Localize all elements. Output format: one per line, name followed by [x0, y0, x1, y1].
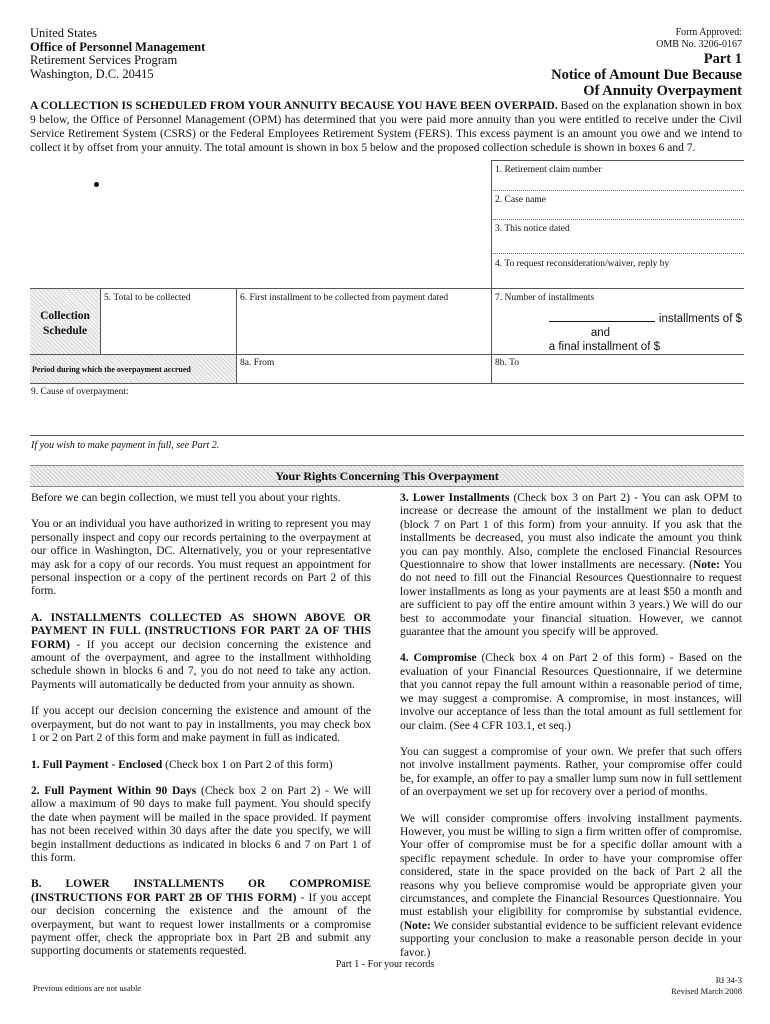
- agency-line-3: Retirement Services Program: [30, 53, 178, 67]
- left-column: [31, 492, 371, 972]
- bullet-dot: [94, 182, 99, 187]
- section-a-heading: A. INSTALLMENTS COLLECTED AS SHOWN ABOVE OR PAYMENT IN FULL (INSTRUCTIONS FOR PART 2A OF THIS FORM): [31, 611, 371, 651]
- option-3-text: (Check box 3 on Part 2) - You can ask OPM to increase or decrease the amount of the installment we plan to deduct (block 7 on Part 1 of this form) from your annuity. If you ask that the installments be decreased, you must also indicate the amount you think you can pay monthly. Also, complete the enclosed Financial Resources Questionnaire to show that lower installments are necessary. (: [400, 492, 742, 572]
- rule: [30, 435, 744, 436]
- box-2-label: 2. Case name: [495, 195, 546, 205]
- compromise-text: We will consider compromise offers involving installment payments. However, you must be willing to sign a firm written offer of compromise. Your offer of compromise must be for a specific dollar amount with a specific repayment schedule. In order to have your compromise offer considered, state in the space provided on the back of Part 2 all the reasons why you believe compromise would be appropriate given your circumstances, and complete the Financial Resources Questionnaire. You must establish your eligibility for compromise by substantial evidence. (: [400, 812, 742, 932]
- form-number: RI 34-3: [715, 975, 742, 985]
- rights-title: Your Rights Concerning This Overpayment: [275, 469, 499, 483]
- section-a-text: - If you accept our decision concerning the existence and amount of the overpayment, and agree to the installment withholding schedule shown in blocks 6 and 7, you do not need to take any action. Payments will automatically be deducted from your annuity as shown.: [31, 638, 371, 691]
- option-4: [400, 652, 742, 732]
- compromise-text-end: We consider substantial evidence to be sufficient relevant evidence supporting your conclusion to make a reasonable person decide in your favor.): [400, 919, 742, 959]
- option-2-text: (Check box 2 on Part 2) - We will allow a maximum of 90 days to make full payment. You should specify the date when payment will be mailed in the space provided. If payment has not been received within 30 days after the date you specify, we will begin installment deductions as indicated in blocks 6 and 7 on Part 1 of this form.: [31, 784, 371, 864]
- agency-block: [30, 27, 205, 81]
- intro-paragraph: [30, 99, 742, 155]
- rule: [491, 160, 744, 161]
- compromise-note: Note:: [403, 919, 431, 932]
- compromise-suggest: You can suggest a compromise of your own. We prefer that such offers not involve installment payments. Rather, your compromise offer could be, for example, an offer to pay a smaller lump sum now in full settlement of an overpayment we set up for recovery over a period of months.: [400, 745, 742, 799]
- full-payment-note: If you wish to make payment in full, see Part 2.: [31, 440, 220, 451]
- form-title-line-2: Of Annuity Overpayment: [583, 83, 742, 99]
- rule: [100, 288, 101, 354]
- box-3-label: 3. This notice dated: [495, 224, 570, 234]
- rule: [30, 383, 744, 384]
- box-8a-label: 8a. From: [240, 358, 275, 368]
- agency-line-2: Office of Personnel Management: [30, 39, 206, 54]
- box-8b-label: 8b. To: [495, 358, 519, 368]
- option-4-heading: 4. Compromise: [400, 652, 477, 665]
- option-2: [31, 785, 371, 865]
- footer-editions: Previous editions are not usable: [33, 983, 142, 993]
- box-9-label: 9. Cause of overpayment:: [31, 387, 129, 397]
- collection-word: Collection: [40, 310, 90, 322]
- right-column: [400, 492, 742, 973]
- rule: [491, 288, 492, 383]
- installments-of: installments of $: [658, 313, 742, 325]
- box-5-label: 5. Total to be collected: [104, 293, 191, 303]
- option-1-text: (Check box 1 on Part 2 of this form): [162, 758, 333, 771]
- intro-text: Based on the explanation shown in box 9 below, the Office of Personnel Management (OPM) has determined that you were paid more annuity than you were entitled to receive under the Civil Service Retirement System (CSRS) or the Federal Employees Retirement System (FERS). This excess payment is an amount you owe and we intend to collect it by offset from your annuity. The total amount is shown in box 5 below and the proposed collection schedule is shown in boxes 6 and 7.: [30, 100, 742, 154]
- omb-number: OMB No. 3206-0167: [656, 39, 742, 50]
- rule: [491, 253, 744, 254]
- section-b-text: - If you accept our decision concerning the existence and the amount of the overpayment, but want to request lower installments or a compromise payment offer, check the appropriate box in Part 2B and submit any supporting documents or statements requested.: [31, 891, 371, 958]
- option-3: [400, 492, 742, 639]
- installments-text: [506, 311, 742, 354]
- box-4-label: 4. To request reconsideration/waiver, reply by: [495, 259, 670, 269]
- rights-intro: Before we can begin collection, we must tell you about your rights.: [31, 492, 341, 504]
- rule: [236, 288, 237, 383]
- rule: [491, 219, 744, 220]
- section-b: [31, 878, 371, 958]
- option-1-heading: 1. Full Payment - Enclosed: [31, 758, 163, 771]
- final-installment: a final installment of $: [548, 341, 660, 353]
- full-pay-paragraph: If you accept our decision concerning the existence and amount of the overpayment, but do not want to pay in installments, you may check box 1 or 2 on Part 2 of this form and make payment in full as indicated.: [31, 705, 371, 745]
- footer-part: Part 1 - For your records: [335, 959, 435, 970]
- rule: [491, 160, 492, 288]
- revision-date: Revised March 2008: [671, 985, 742, 996]
- rule: [30, 288, 744, 289]
- rule: [30, 354, 744, 355]
- records-paragraph: You or an individual you have authorized in writing to represent you may personally inspect and copy our records pertaining to the overpayment at our office in Washington, DC. Alternatively, you or your representative may ask for a copy of our records. You must request an appointment for personal inspection or a copy of the pertinent records on Part 2 of this form.: [31, 518, 371, 598]
- section-a: [31, 612, 371, 692]
- box-1-label: 1. Retirement claim number: [495, 165, 602, 175]
- rule: [491, 190, 744, 191]
- form-title-line-1: Notice of Amount Due Because: [551, 67, 742, 83]
- intro-bold: A COLLECTION IS SCHEDULED FROM YOUR ANNUITY BECAUSE YOU HAVE BEEN OVERPAID.: [30, 100, 558, 112]
- option-3-heading: 3. Lower Installments: [400, 492, 510, 504]
- agency-line-4: Washington, D.C. 20415: [30, 66, 154, 81]
- option-1: [31, 759, 371, 772]
- part-label: Part 1: [703, 51, 742, 67]
- option-3-note: Note:: [693, 559, 720, 572]
- option-2-heading: 2. Full Payment Within 90 Days: [31, 784, 197, 797]
- option-3-text-end: You do not need to fill out the Financial Resources Questionnaire to request lower installments as long as your payments are at least $50 a month and are sufficient to pay off the entire amount within 3 years.) We will do our best to accommodate your financial situation. However, we cannot guarantee that the amount you specify will be approved.: [400, 559, 742, 639]
- collection-schedule-title: [30, 309, 100, 339]
- period-label: Period during which the overpayment accrued: [32, 365, 191, 374]
- option-4-text: (Check box 4 on Part 2 of this form) - Based on the evaluation of your Financial Resources Questionnaire, if we determine that you cannot repay the full amount within a reasonable period of time, we may suggest a compromise. A compromise, in most instances, will involve our acceptance of less than the total amount as full settlement for our claim. (See 4 CFR 103.1, et seq.): [400, 652, 743, 732]
- footer-form-id: [671, 975, 742, 996]
- box-7-label: 7. Number of installments: [495, 293, 595, 303]
- compromise-installments: [400, 813, 742, 960]
- form-approved: Form Approved:: [675, 27, 742, 38]
- box-6-label: 6. First installment to be collected from payment dated: [240, 293, 449, 303]
- and-word: and: [590, 327, 610, 339]
- section-b-heading: B. LOWER INSTALLMENTS OR COMPROMISE (INSTRUCTIONS FOR PART 2B OF THIS FORM): [31, 878, 371, 904]
- form-title-block: [551, 27, 742, 99]
- schedule-word: Schedule: [42, 325, 88, 337]
- agency-line-1: United States: [30, 26, 98, 40]
- installment-count-blank[interactable]: [549, 311, 655, 322]
